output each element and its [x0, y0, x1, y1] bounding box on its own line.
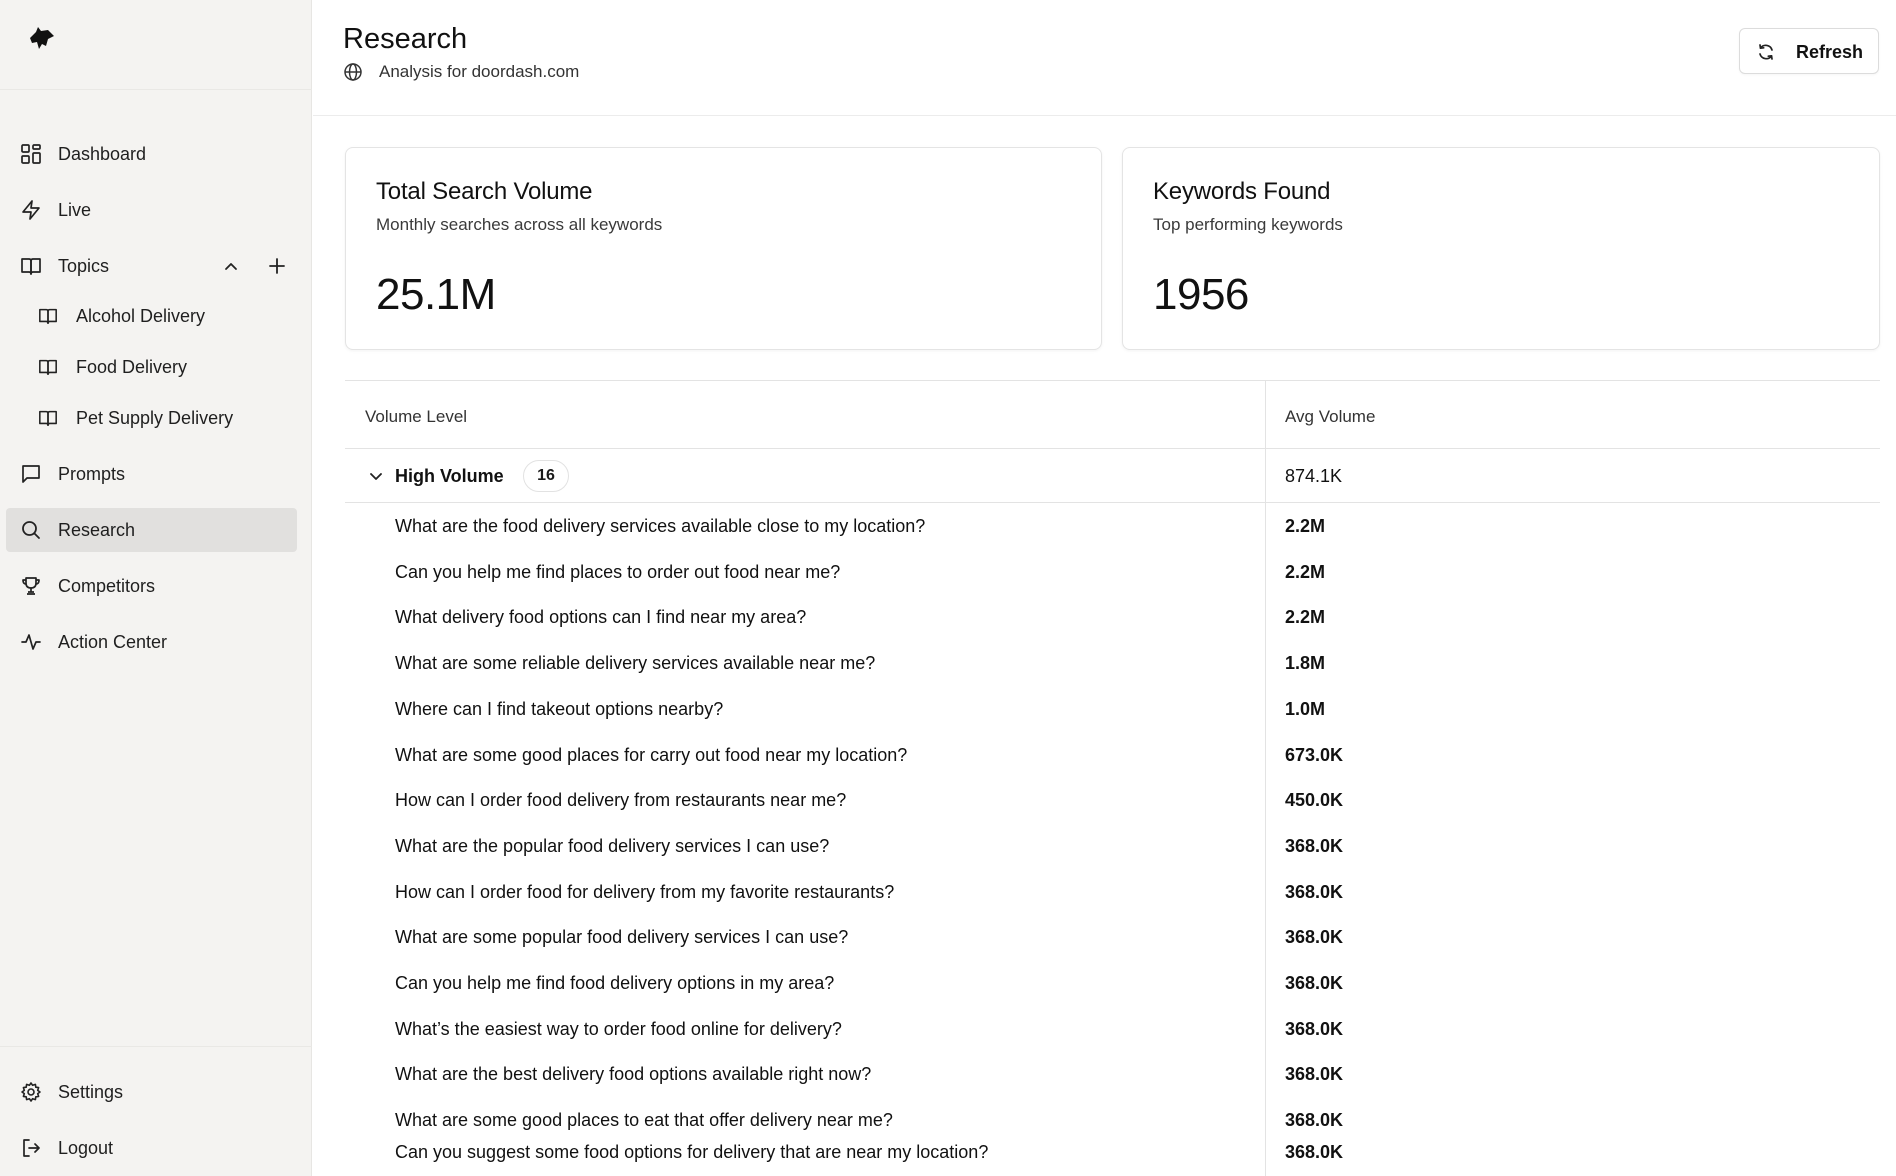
- keyword-text: Can you help me find places to order out food near me?: [395, 561, 841, 582]
- page-header: [313, 0, 1896, 116]
- keyword-text: Can you suggest some food options for delivery that are near my location?: [395, 1142, 989, 1162]
- card-value: 1956: [1153, 270, 1249, 319]
- table-row[interactable]: [345, 595, 1880, 641]
- table-row[interactable]: [345, 550, 1880, 596]
- collapse-topics-chevron-up-icon[interactable]: [220, 255, 242, 277]
- chat-icon: [20, 463, 42, 485]
- sidebar-item-label: Competitors: [58, 576, 156, 596]
- group-avg-volume: 874.1K: [1285, 466, 1343, 486]
- keyword-volume: 450.0K: [1285, 790, 1344, 811]
- card-title: Total Search Volume: [376, 178, 593, 205]
- keyword-volume: 368.0K: [1285, 927, 1344, 948]
- table-row[interactable]: [345, 915, 1880, 961]
- sidebar-topic-alcohol-delivery[interactable]: [6, 296, 297, 336]
- card-description: Top performing keywords: [1153, 215, 1343, 234]
- table-row[interactable]: [345, 733, 1880, 779]
- keyword-text: What are some popular food delivery services I can use?: [395, 927, 849, 948]
- keyword-volume: 1.0M: [1285, 698, 1326, 719]
- keywords-table: [345, 380, 1880, 1176]
- group-label: High Volume: [395, 466, 504, 486]
- keyword-text: Can you help me find food delivery options in my area?: [395, 973, 835, 993]
- book-icon: [38, 408, 58, 428]
- book-icon: [38, 306, 58, 326]
- page-title: Research: [343, 23, 468, 55]
- sidebar-item-label: Topics: [58, 256, 110, 276]
- sidebar-item-action-center[interactable]: [6, 620, 297, 664]
- keyword-volume: 673.0K: [1285, 744, 1344, 765]
- keyword-text: What are some good places for carry out food near my location?: [395, 744, 908, 765]
- table-row[interactable]: [345, 961, 1880, 1007]
- page-subtitle: [343, 61, 579, 83]
- sidebar-topic-label: Food Delivery: [76, 357, 188, 377]
- sidebar-item-research[interactable]: [6, 508, 297, 552]
- keyword-volume: 368.0K: [1285, 835, 1344, 856]
- keyword-text: What are some good places to eat that offer delivery near me?: [395, 1110, 893, 1131]
- sidebar-item-label: Live: [58, 200, 92, 220]
- table-row[interactable]: [345, 504, 1880, 550]
- lightning-icon: [20, 199, 42, 221]
- activity-icon: [20, 631, 42, 653]
- sidebar-topic-food-delivery[interactable]: [6, 347, 297, 387]
- logout-icon: [20, 1137, 42, 1159]
- table-row[interactable]: [345, 641, 1880, 687]
- keyword-text: What are the popular food delivery services I can use?: [395, 835, 830, 856]
- sidebar-item-topics[interactable]: [6, 244, 297, 288]
- keyword-text: What’s the easiest way to order food online for delivery?: [395, 1018, 842, 1039]
- book-icon: [38, 357, 58, 377]
- keyword-volume: 368.0K: [1285, 1110, 1344, 1131]
- keywords-found-card: [1122, 147, 1880, 350]
- table-row[interactable]: [345, 687, 1880, 733]
- sidebar-item-dashboard[interactable]: [6, 132, 297, 176]
- globe-icon: [343, 62, 363, 82]
- sidebar-item-label: Logout: [58, 1138, 114, 1158]
- group-count-badge: 16: [523, 460, 569, 492]
- column-header-volume-level[interactable]: Volume Level: [365, 407, 468, 426]
- keyword-text: How can I order food delivery from restaurants near me?: [395, 790, 847, 811]
- refresh-button-label: Refresh: [1796, 42, 1864, 62]
- keyword-volume: 2.2M: [1285, 516, 1326, 536]
- total-search-volume-card: [345, 147, 1102, 350]
- keyword-text: What delivery food options can I find near my area?: [395, 607, 807, 628]
- column-header-avg-volume[interactable]: Avg Volume: [1285, 407, 1376, 426]
- logo-icon[interactable]: [26, 24, 58, 56]
- keyword-volume: 368.0K: [1285, 881, 1344, 902]
- sidebar-topic-pet-supply-delivery[interactable]: [6, 398, 297, 438]
- card-description: Monthly searches across all keywords: [376, 215, 663, 234]
- keyword-volume: 368.0K: [1285, 1064, 1344, 1085]
- sidebar-item-settings[interactable]: [6, 1070, 297, 1114]
- refresh-button[interactable]: [1739, 28, 1879, 74]
- keyword-volume: 1.8M: [1285, 653, 1326, 674]
- keyword-volume: 368.0K: [1285, 973, 1344, 993]
- search-icon: [20, 519, 42, 541]
- sidebar: [0, 0, 312, 1176]
- book-icon: [20, 255, 42, 277]
- table-row[interactable]: [345, 778, 1880, 824]
- sidebar-divider: [0, 1046, 312, 1047]
- sidebar-item-label: Prompts: [58, 464, 126, 484]
- table-row[interactable]: [345, 1007, 1880, 1053]
- keyword-volume: 2.2M: [1285, 561, 1326, 582]
- sidebar-item-label: Action Center: [58, 632, 168, 652]
- subtitle-text: Analysis for doordash.com: [379, 62, 580, 81]
- sidebar-topic-label: Pet Supply Delivery: [76, 408, 234, 428]
- gear-icon: [20, 1081, 42, 1103]
- table-row[interactable]: [345, 1052, 1880, 1098]
- keyword-text: What are the food delivery services available close to my location?: [395, 516, 926, 536]
- sidebar-item-label: Settings: [58, 1082, 124, 1102]
- dashboard-icon: [20, 143, 42, 165]
- sidebar-item-live[interactable]: [6, 188, 297, 232]
- sidebar-divider: [0, 89, 312, 90]
- group-row-high-volume[interactable]: [345, 449, 1880, 503]
- keyword-text: How can I order food for delivery from my favorite restaurants?: [395, 881, 895, 902]
- sidebar-item-label: Dashboard: [58, 144, 147, 164]
- keyword-text: What are some reliable delivery services available near me?: [395, 653, 876, 674]
- keyword-volume: 2.2M: [1285, 607, 1326, 628]
- sidebar-topic-label: Alcohol Delivery: [76, 306, 206, 326]
- table-row[interactable]: [345, 870, 1880, 916]
- keyword-volume: 368.0K: [1285, 1018, 1344, 1039]
- table-row[interactable]: [345, 1130, 1880, 1176]
- keyword-text: Where can I find takeout options nearby?: [395, 698, 724, 719]
- sidebar-item-label: Research: [58, 520, 136, 540]
- refresh-icon: [1756, 42, 1776, 62]
- card-title: Keywords Found: [1153, 178, 1331, 205]
- sidebar-item-prompts[interactable]: [6, 452, 297, 496]
- chevron-down-icon: [367, 467, 385, 485]
- sidebar-item-logout[interactable]: [6, 1126, 297, 1170]
- keyword-volume: 368.0K: [1285, 1142, 1344, 1162]
- card-value: 25.1M: [376, 270, 496, 319]
- add-topic-plus-icon[interactable]: [266, 255, 288, 277]
- sidebar-item-competitors[interactable]: [6, 564, 297, 608]
- table-row[interactable]: [345, 824, 1880, 870]
- trophy-icon: [20, 575, 42, 597]
- keyword-text: What are the best delivery food options available right now?: [395, 1064, 872, 1085]
